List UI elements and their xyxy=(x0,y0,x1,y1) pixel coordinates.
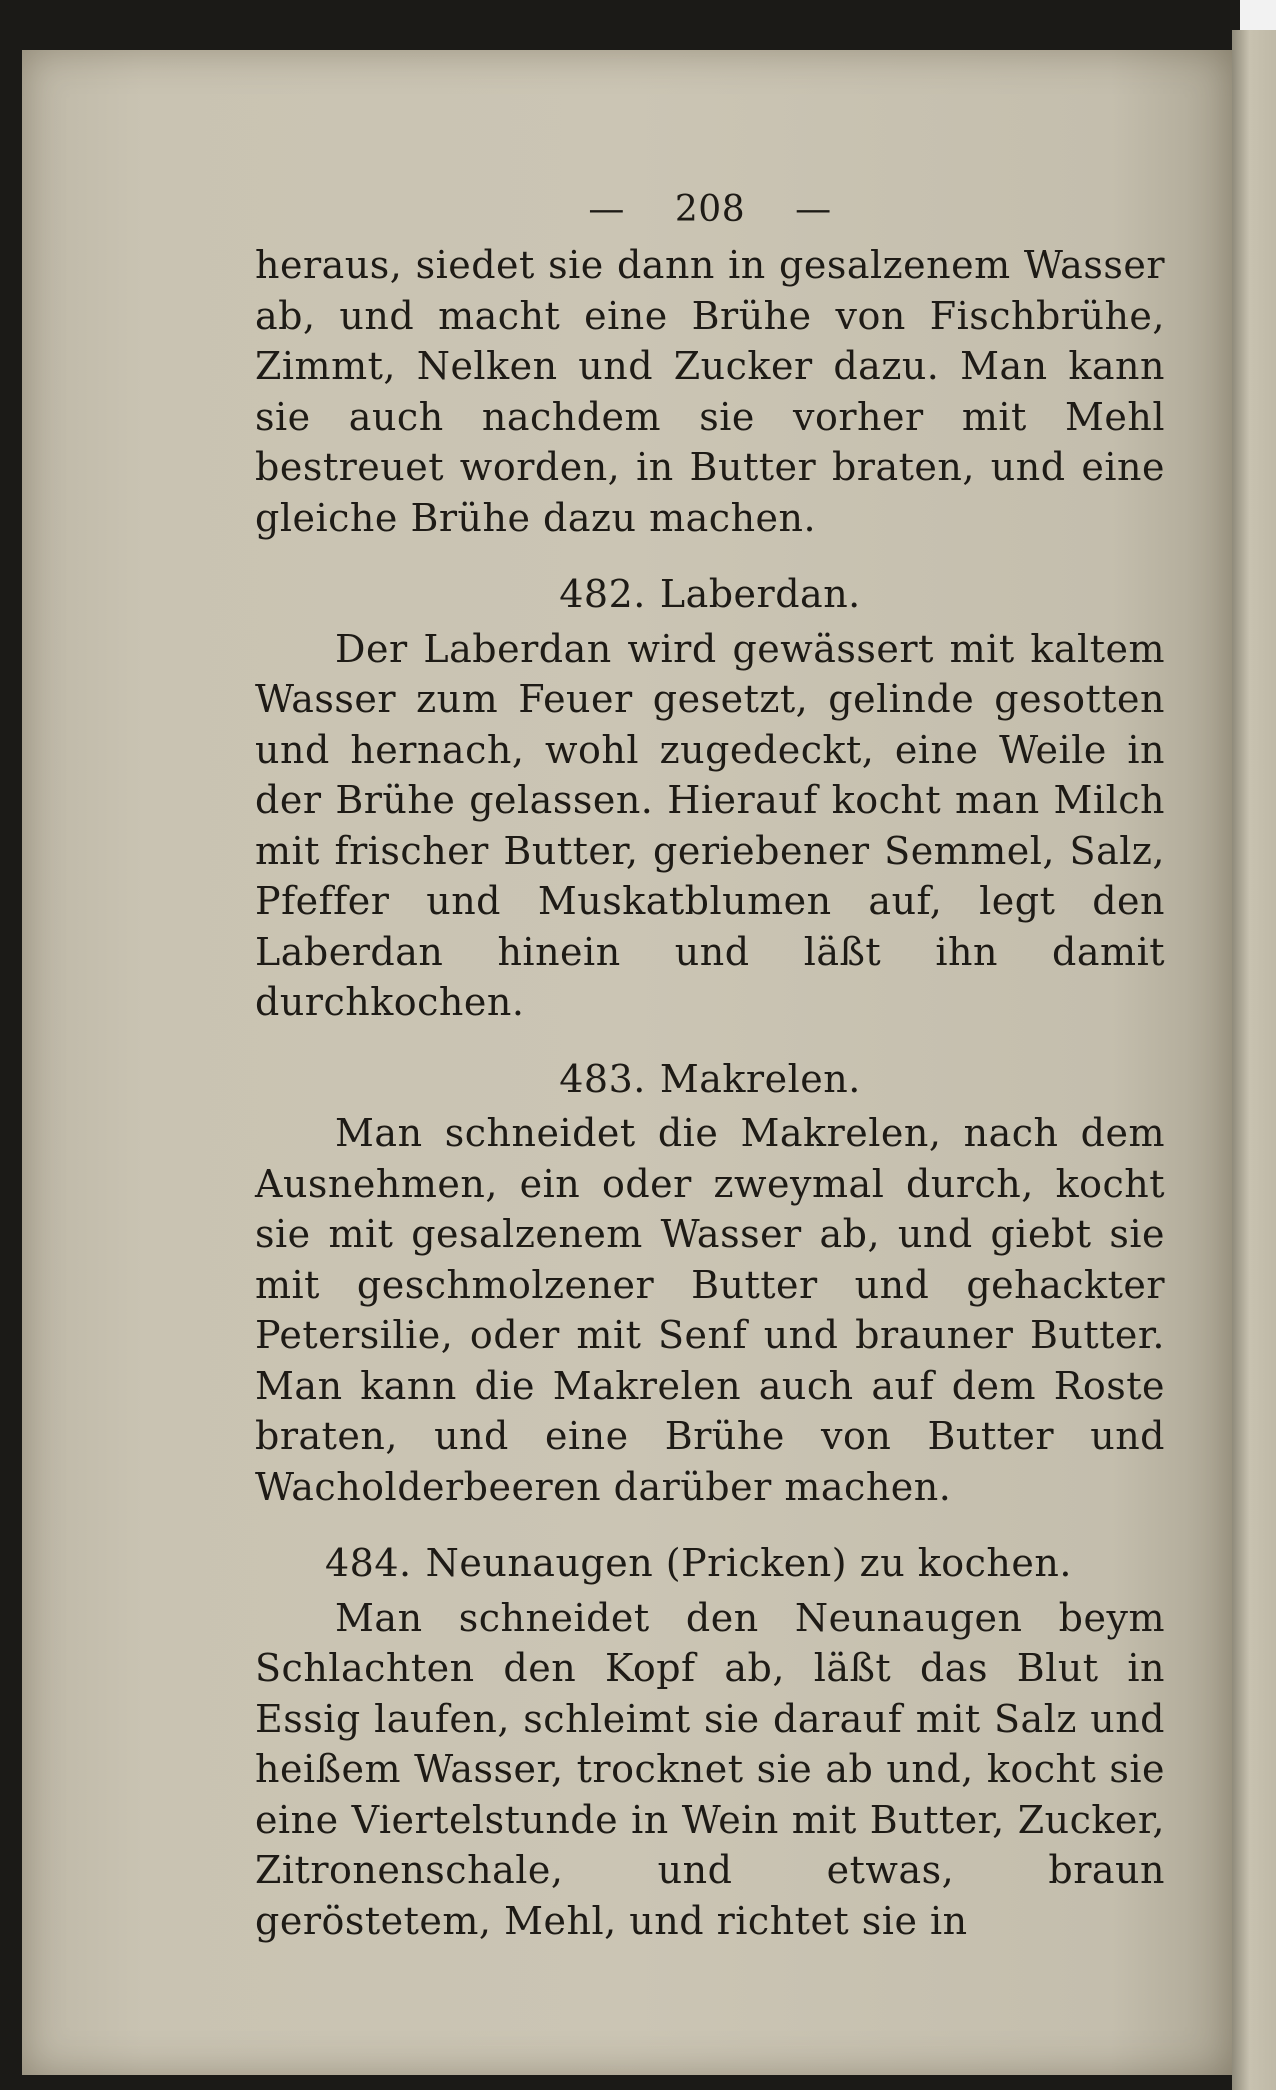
page-text xyxy=(255,180,1165,1946)
section-number: 483. xyxy=(559,1056,646,1101)
section-title: Neunaugen (Pricken) zu kochen. xyxy=(425,1541,1072,1585)
page-number: 208 xyxy=(674,188,746,230)
section-number: 482. xyxy=(559,572,646,616)
next-page-edge xyxy=(1232,30,1276,2090)
header-dash-right: — xyxy=(795,188,832,230)
intro-paragraph: heraus, siedet sie dann in gesalzenem Wasser ab, und macht eine Brühe von Fischbrühe, Zimmt, Nelken und Zucker dazu. Man kann sie auch nachdem sie vorher mit Mehl bestreuet worden, in Butter braten, und eine gleiche Brühe dazu machen. xyxy=(255,243,1165,540)
section-heading-482 xyxy=(255,569,1165,620)
section-body-484: Man schneidet den Neunaugen beym Schlachten den Kopf ab, läßt das Blut in Essig laufen, schleimt sie darauf mit Salz und heißem Wasser, trocknet sie ab und, kocht sie eine Viertelstunde in Wein mit Butter, Zucker, Zitronenschale, und etwas, braun geröstetem, Mehl, und richtet sie in xyxy=(255,1595,1165,1943)
section-title: Makrelen. xyxy=(659,1056,861,1101)
section-body-482: Der Laberdan wird gewässert mit kaltem Wasser zum Feuer gesetzt, gelinde gesotten und hernach, wohl zugedeckt, eine Weile in der Brühe gelassen. Hierauf kocht man Milch mit frischer Butter, geriebener Semmel, Salz, Pfeffer und Muskatblumen auf, legt den Laberdan hinein und läßt ihn damit durchkochen. xyxy=(255,626,1165,1024)
section-body-483: Man schneidet die Makrelen, nach dem Ausnehmen, ein oder zweymal durch, kocht sie mit gesalzenem Wasser ab, und giebt sie mit geschmolzener Butter und gehackter Petersilie, oder mit Senf und brauner Butter. Man kann die Makrelen auch auf dem Roste braten, und eine Brühe von Butter und Wacholderbeeren darüber machen. xyxy=(255,1111,1165,1509)
page-corner xyxy=(1240,0,1276,30)
section-heading-484 xyxy=(255,1538,1165,1589)
section-number: 484. xyxy=(325,1541,412,1585)
header-dash-left: — xyxy=(588,188,625,230)
section-title: Laberdan. xyxy=(659,572,861,616)
page-header xyxy=(255,180,1165,240)
section-heading-483 xyxy=(255,1054,1165,1105)
